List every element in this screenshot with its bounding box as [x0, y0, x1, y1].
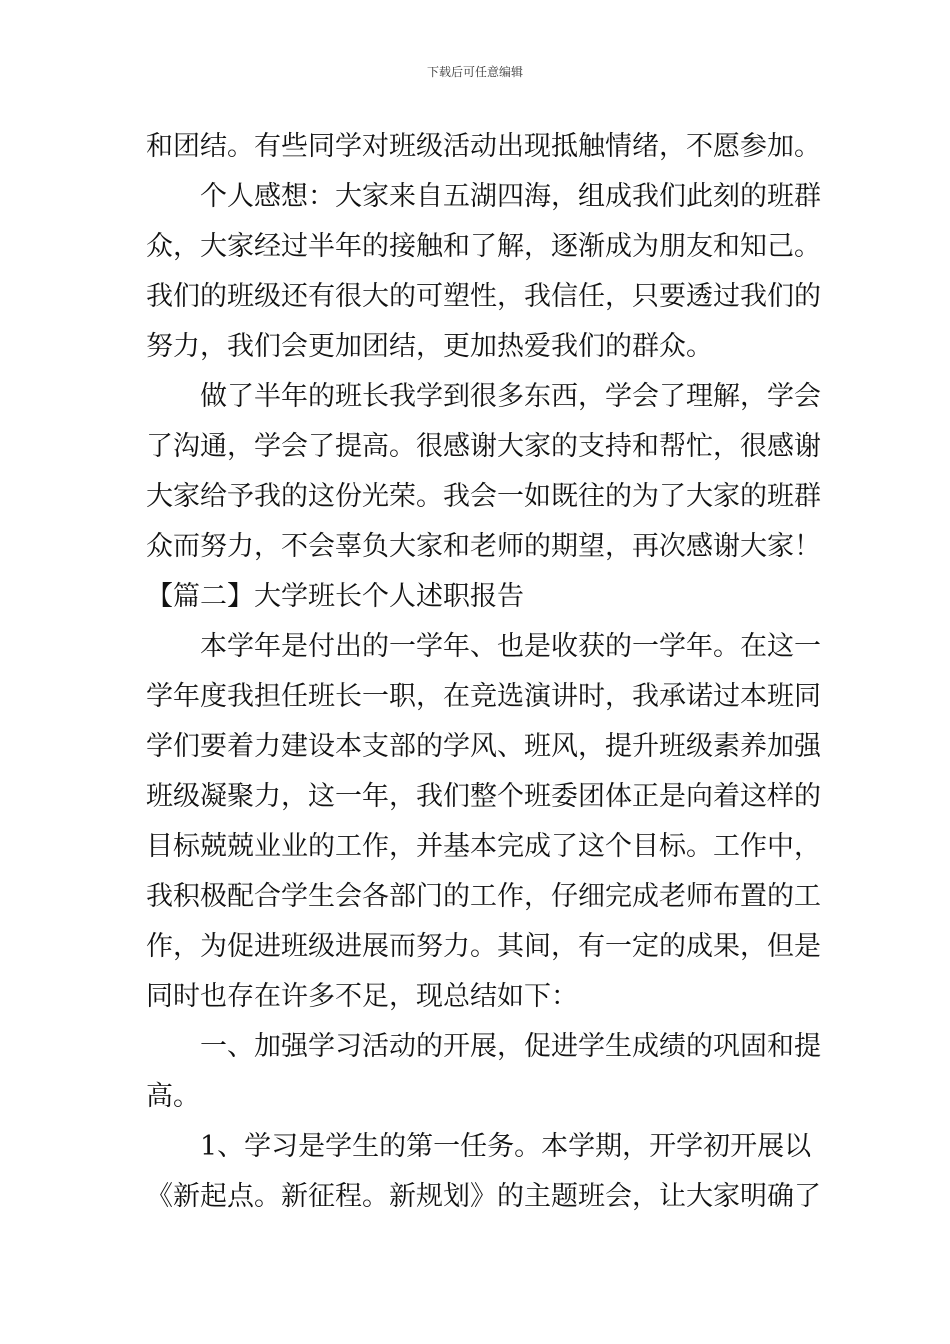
text-line: 众，大家经过半年的接触和了解，逐渐成为朋友和知己。 — [146, 231, 821, 262]
text-line: 众而努力，不会辜负大家和老师的期望，再次感谢大家！ — [146, 531, 821, 562]
text-line: 做了半年的班长我学到很多东西，学会了理解，学会 — [200, 381, 821, 412]
text-line: 学们要着力建设本支部的学风、班风，提升班级素养加强 — [146, 731, 821, 762]
text-line: 高。 — [146, 1081, 200, 1112]
text-line: 我积极配合学生会各部门的工作，仔细完成老师布置的工 — [146, 881, 821, 912]
text-line: 本学年是付出的一学年、也是收获的一学年。在这一 — [200, 631, 821, 662]
text-line: 我们的班级还有很大的可塑性，我信任，只要透过我们的 — [146, 281, 821, 312]
text-line: 学年度我担任班长一职，在竞选演讲时，我承诺过本班同 — [146, 681, 821, 712]
text-line: 个人感想：大家来自五湖四海，组成我们此刻的班群 — [200, 181, 821, 212]
document-body — [146, 122, 821, 1222]
text-line: 努力，我们会更加团结，更加热爱我们的群众。 — [146, 331, 713, 362]
text-line: 一、加强学习活动的开展，促进学生成绩的巩固和提 — [200, 1031, 821, 1062]
text-line: 《新起点。新征程。新规划》的主题班会，让大家明确了 — [146, 1181, 821, 1212]
text-line: 和团结。有些同学对班级活动出现抵触情绪，不愿参加。 — [146, 131, 821, 162]
text-line: 大家给予我的这份光荣。我会一如既往的为了大家的班群 — [146, 481, 821, 512]
page-header-note: 下载后可任意编辑 — [426, 65, 523, 79]
text-line: 作，为促进班级进展而努力。其间，有一定的成果，但是 — [146, 931, 821, 962]
section-heading: 【篇二】大学班长个人述职报告 — [146, 581, 524, 612]
text-line: 了沟通，学会了提高。很感谢大家的支持和帮忙，很感谢 — [146, 431, 821, 462]
text-line: 班级凝聚力，这一年，我们整个班委团体正是向着这样的 — [146, 781, 821, 812]
text-line: 1、学习是学生的第一任务。本学期，开学初开展以 — [200, 1131, 812, 1162]
text-line: 同时也存在许多不足，现总结如下： — [146, 981, 578, 1012]
text-line: 目标兢兢业业的工作，并基本完成了这个目标。工作中， — [146, 831, 821, 862]
